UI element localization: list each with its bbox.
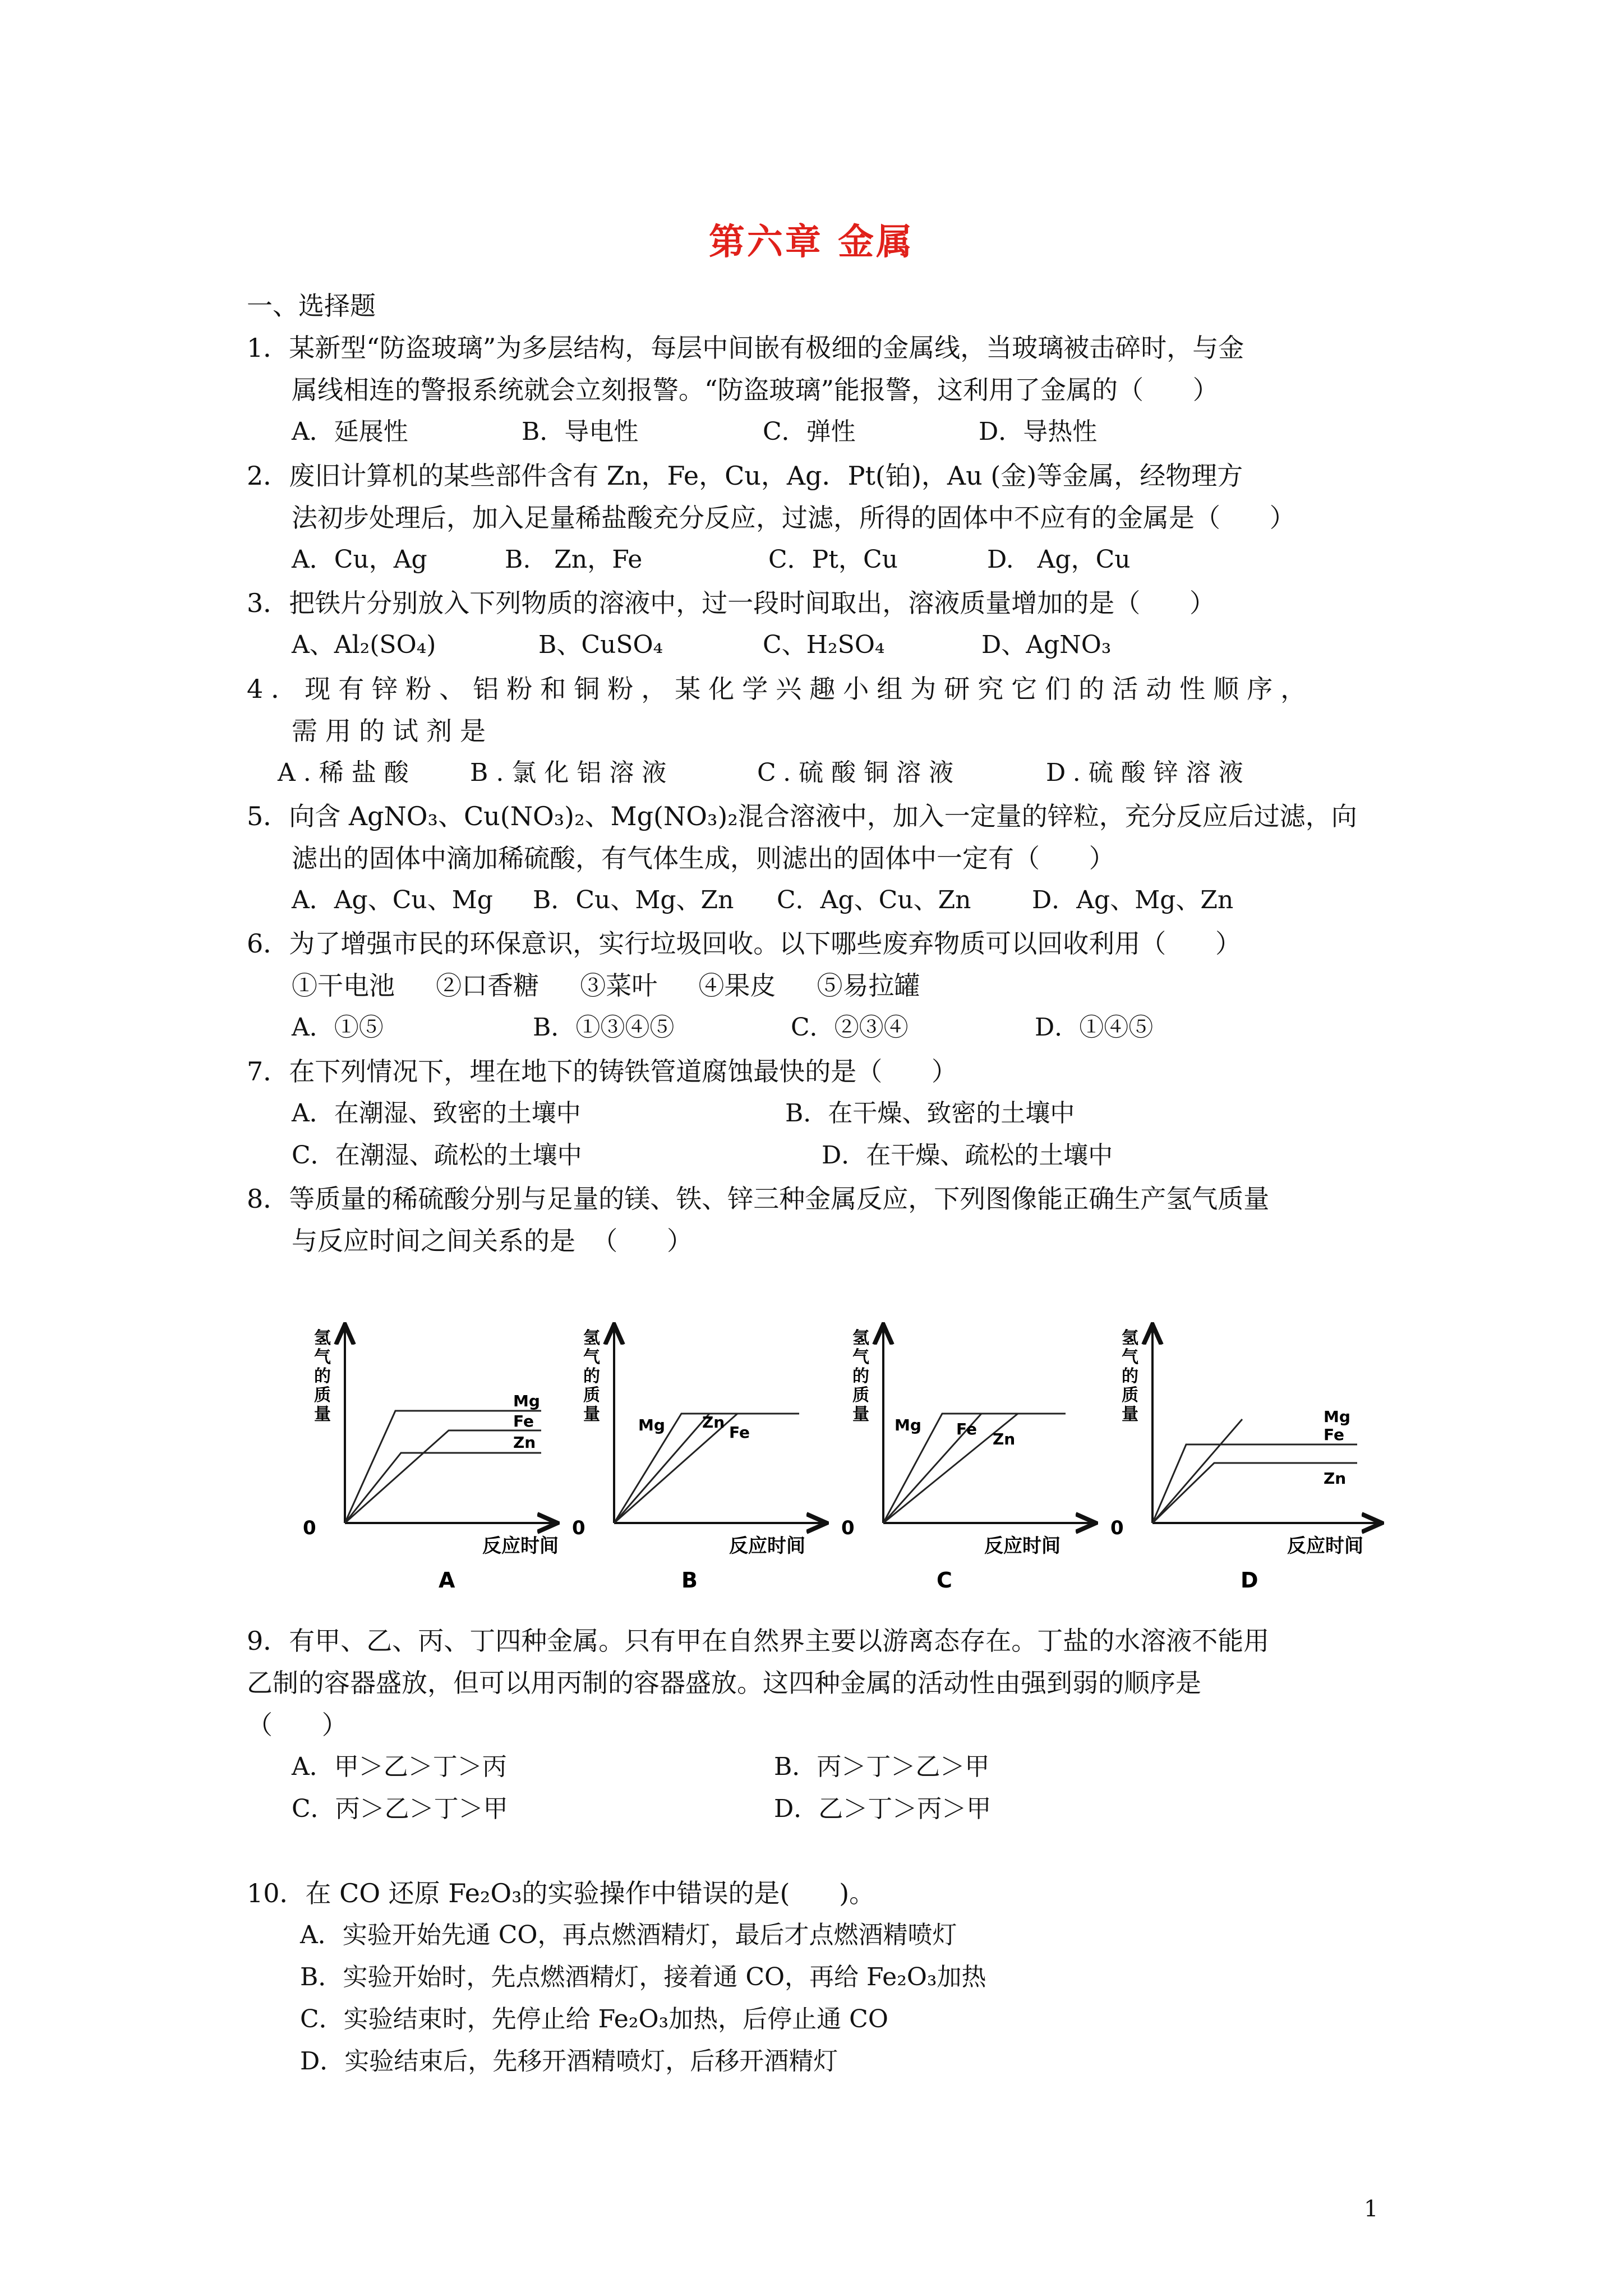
graph-b: [572, 1327, 824, 1593]
q9-stem-line1: 9．有甲、乙、丙、丁四种金属。只有甲在自然界主要以游离态存在。丁盐的水溶液不能用: [247, 1626, 1270, 1656]
q6-option-a: A．①⑤: [292, 1013, 384, 1042]
q2-stem-line2: 法初步处理后，加入足量稀盐酸充分反应，过滤，所得的固体中不应有的金属是（ ）: [292, 503, 1295, 533]
graph-d-letter: D: [1241, 1568, 1258, 1593]
graph-c-ylabel-char: 量: [852, 1405, 869, 1424]
graph-d-origin: 0: [1110, 1517, 1124, 1539]
q2-option-a: A．Cu，Ag: [292, 545, 427, 574]
graph-d-label-mg: Mg: [1324, 1407, 1350, 1426]
q1-option-b: B．导电性: [522, 417, 639, 446]
graph-a-label-zn: Zn: [513, 1433, 536, 1452]
q1-option-c: C．弹性: [763, 417, 856, 446]
graph-a-letter: A: [439, 1568, 455, 1593]
q4-option-c: C.硫酸铜溶液: [757, 758, 962, 787]
q10-option-b: B．实验开始时，先点燃酒精灯，接着通 CO，再给 Fe₂O₃加热: [300, 1963, 986, 1991]
q1-option-a: A．延展性: [292, 417, 408, 446]
graph-a-xlabel: 反应时间: [482, 1535, 559, 1557]
graph-a-ylabel-char: 氢: [314, 1328, 331, 1348]
q5-option-c: C．Ag、Cu、Zn: [777, 886, 971, 914]
q2-stem-line1: 2．废旧计算机的某些部件含有 Zn，Fe，Cu，Ag．Pt(铂)，Au (金)等金属，经物理方: [247, 461, 1243, 491]
q4-option-d: D.硫酸锌溶液: [1046, 758, 1251, 787]
q2-option-c: C．Pt，Cu: [768, 545, 898, 574]
q3-option-b: B、CuSO₄: [538, 631, 663, 659]
graph-c-ylabel-char: 质: [852, 1386, 869, 1405]
graph-d-label-fe: Fe: [1324, 1425, 1344, 1444]
graph-d-xlabel: 反应时间: [1287, 1535, 1363, 1557]
graph-c-label-mg: Mg: [895, 1416, 921, 1434]
graph-b-letter: B: [681, 1568, 698, 1593]
graph-d-ylabel-char: 氢: [1122, 1328, 1138, 1348]
q3-stem-line1: 3．把铁片分别放入下列物质的溶液中，过一段时间取出，溶液质量增加的是（ ）: [247, 588, 1215, 618]
q3-option-d: D、AgNO₃: [981, 631, 1112, 659]
graph-c-ylabel-char: 气: [852, 1347, 869, 1367]
graph-a-ylabel-char: 量: [314, 1405, 331, 1424]
q1-stem-line2: 属线相连的警报系统就会立刻报警。“防盗玻璃”能报警，这利用了金属的（ ）: [292, 375, 1219, 405]
q2-option-b: B. Zn，Fe: [505, 545, 643, 574]
q10-option-a: A．实验开始先通 CO，再点燃酒精灯，最后才点燃酒精喷灯: [300, 1921, 957, 1949]
q4-option-a: A.稀盐酸: [278, 758, 417, 787]
q7-option-a: A．在潮湿、致密的土壤中: [292, 1099, 581, 1128]
q9-stem-line2: 乙制的容器盛放，但可以用丙制的容器盛放。这四种金属的活动性由强到弱的顺序是: [247, 1668, 1201, 1698]
q6-items: ①干电池 ②口香糖 ③菜叶 ④果皮 ⑤易拉罐: [292, 970, 920, 1001]
q9-option-d: D．乙＞丁＞丙＞甲: [774, 1795, 992, 1823]
graph-a-origin: 0: [303, 1517, 316, 1539]
q3-option-a: A、Al₂(SO₄): [292, 631, 436, 659]
graph-b-ylabel-char: 量: [583, 1405, 600, 1424]
q7-option-b: B．在干燥、致密的土壤中: [785, 1099, 1075, 1128]
graph-b-ylabel-char: 的: [583, 1366, 600, 1386]
q3-option-c: C、H₂SO₄: [763, 631, 885, 659]
graph-b-ylabel-char: 气: [583, 1347, 600, 1367]
page-number: 1: [1364, 2196, 1378, 2222]
q1-stem-line1: 1．某新型“防盗玻璃”为多层结构，每层中间嵌有极细的金属线，当玻璃被击碎时，与金: [247, 333, 1244, 363]
graph-c-label-zn: Zn: [993, 1430, 1016, 1448]
q9-option-b: B．丙＞丁＞乙＞甲: [774, 1752, 990, 1781]
q4-option-b: B.氯化铝溶液: [470, 758, 675, 787]
graph-c-letter: C: [937, 1568, 952, 1593]
graph-d-label-zn: Zn: [1324, 1469, 1347, 1488]
q6-option-d: D．①④⑤: [1035, 1013, 1154, 1042]
page-title: 第六章 金属: [708, 221, 915, 263]
graph-a-ylabel-char: 质: [314, 1386, 331, 1405]
q9-stem-line3: （ ）: [247, 1710, 348, 1740]
q7-option-d: D．在干燥、疏松的土壤中: [822, 1141, 1113, 1170]
q5-stem-line2: 滤出的固体中滴加稀硫酸，有气体生成，则滤出的固体中一定有（ ）: [292, 843, 1115, 873]
q5-option-b: B．Cu、Mg、Zn: [533, 886, 734, 914]
graph-d-ylabel-char: 的: [1122, 1366, 1138, 1386]
q8-graphs: [292, 1310, 1391, 1596]
graph-c-origin: 0: [841, 1517, 855, 1539]
graph-c: [841, 1327, 1094, 1593]
graph-c-label-fe: Fe: [956, 1420, 977, 1438]
section-heading: 一、选择题: [247, 291, 376, 321]
graph-d-ylabel-char: 质: [1122, 1386, 1138, 1405]
graph-b-label-zn: Zn: [702, 1413, 725, 1432]
graph-a-label-mg: Mg: [513, 1392, 540, 1410]
graph-a: [303, 1327, 559, 1593]
graph-c-xlabel: 反应时间: [984, 1535, 1061, 1557]
graph-b-label-fe: Fe: [729, 1423, 750, 1442]
q9-option-c: C．丙＞乙＞丁＞甲: [292, 1795, 508, 1823]
q4-stem-line1: 4．现有锌粉、铝粉和铜粉，某化学兴趣小组为研究它们的活动性顺序，: [247, 674, 1315, 704]
q6-option-b: B．①③④⑤: [533, 1013, 675, 1042]
q2-option-d: D. Ag，Cu: [987, 545, 1131, 574]
q5-option-a: A．Ag、Cu、Mg: [292, 886, 493, 914]
q4-stem-line2: 需用的试剂是: [292, 716, 494, 746]
q5-stem-line1: 5．向含 AgNO₃、Cu(NO₃)₂、Mg(NO₃)₂混合溶液中，加入一定量的锌粒，充分反应后过滤，向: [247, 801, 1357, 831]
graph-a-ylabel-char: 气: [314, 1347, 331, 1367]
q1-option-d: D．导热性: [979, 417, 1098, 446]
q8-stem-line2: 与反应时间之间关系的是 （ ）: [292, 1226, 693, 1256]
graph-d-ylabel-char: 气: [1122, 1347, 1138, 1367]
q7-option-c: C．在潮湿、疏松的土壤中: [292, 1141, 582, 1170]
graph-a-label-fe: Fe: [513, 1412, 534, 1430]
graph-d-ylabel-char: 量: [1122, 1405, 1138, 1424]
q6-option-c: C．②③④: [791, 1013, 909, 1042]
q10-option-d: D．实验结束后，先移开酒精喷灯，后移开酒精灯: [300, 2047, 838, 2076]
graph-c-ylabel-char: 的: [852, 1366, 869, 1386]
q6-stem-line1: 6．为了增强市民的环保意识，实行垃圾回收。以下哪些废弃物质可以回收利用（ ）: [247, 928, 1241, 959]
q10-stem-line1: 10．在 CO 还原 Fe₂O₃的实验操作中错误的是( )。: [247, 1878, 875, 1908]
q8-stem-line1: 8．等质量的稀硫酸分别与足量的镁、铁、锌三种金属反应，下列图像能正确生产氢气质量: [247, 1184, 1270, 1214]
graph-a-ylabel-char: 的: [314, 1366, 331, 1386]
graph-b-xlabel: 反应时间: [729, 1535, 805, 1557]
graph-b-origin: 0: [572, 1517, 585, 1539]
graph-b-ylabel-char: 质: [583, 1386, 600, 1405]
graph-c-ylabel-char: 氢: [852, 1328, 869, 1348]
graph-d: [1110, 1327, 1380, 1593]
graph-b-label-mg: Mg: [638, 1416, 665, 1434]
q7-stem-line1: 7．在下列情况下，埋在地下的铸铁管道腐蚀最快的是（ ）: [247, 1056, 957, 1087]
graph-b-ylabel-char: 氢: [583, 1328, 600, 1348]
q10-option-c: C．实验结束时，先停止给 Fe₂O₃加热，后停止通 CO: [300, 2005, 888, 2033]
q5-option-d: D．Ag、Mg、Zn: [1032, 886, 1234, 914]
q9-option-a: A．甲＞乙＞丁＞丙: [292, 1752, 507, 1781]
